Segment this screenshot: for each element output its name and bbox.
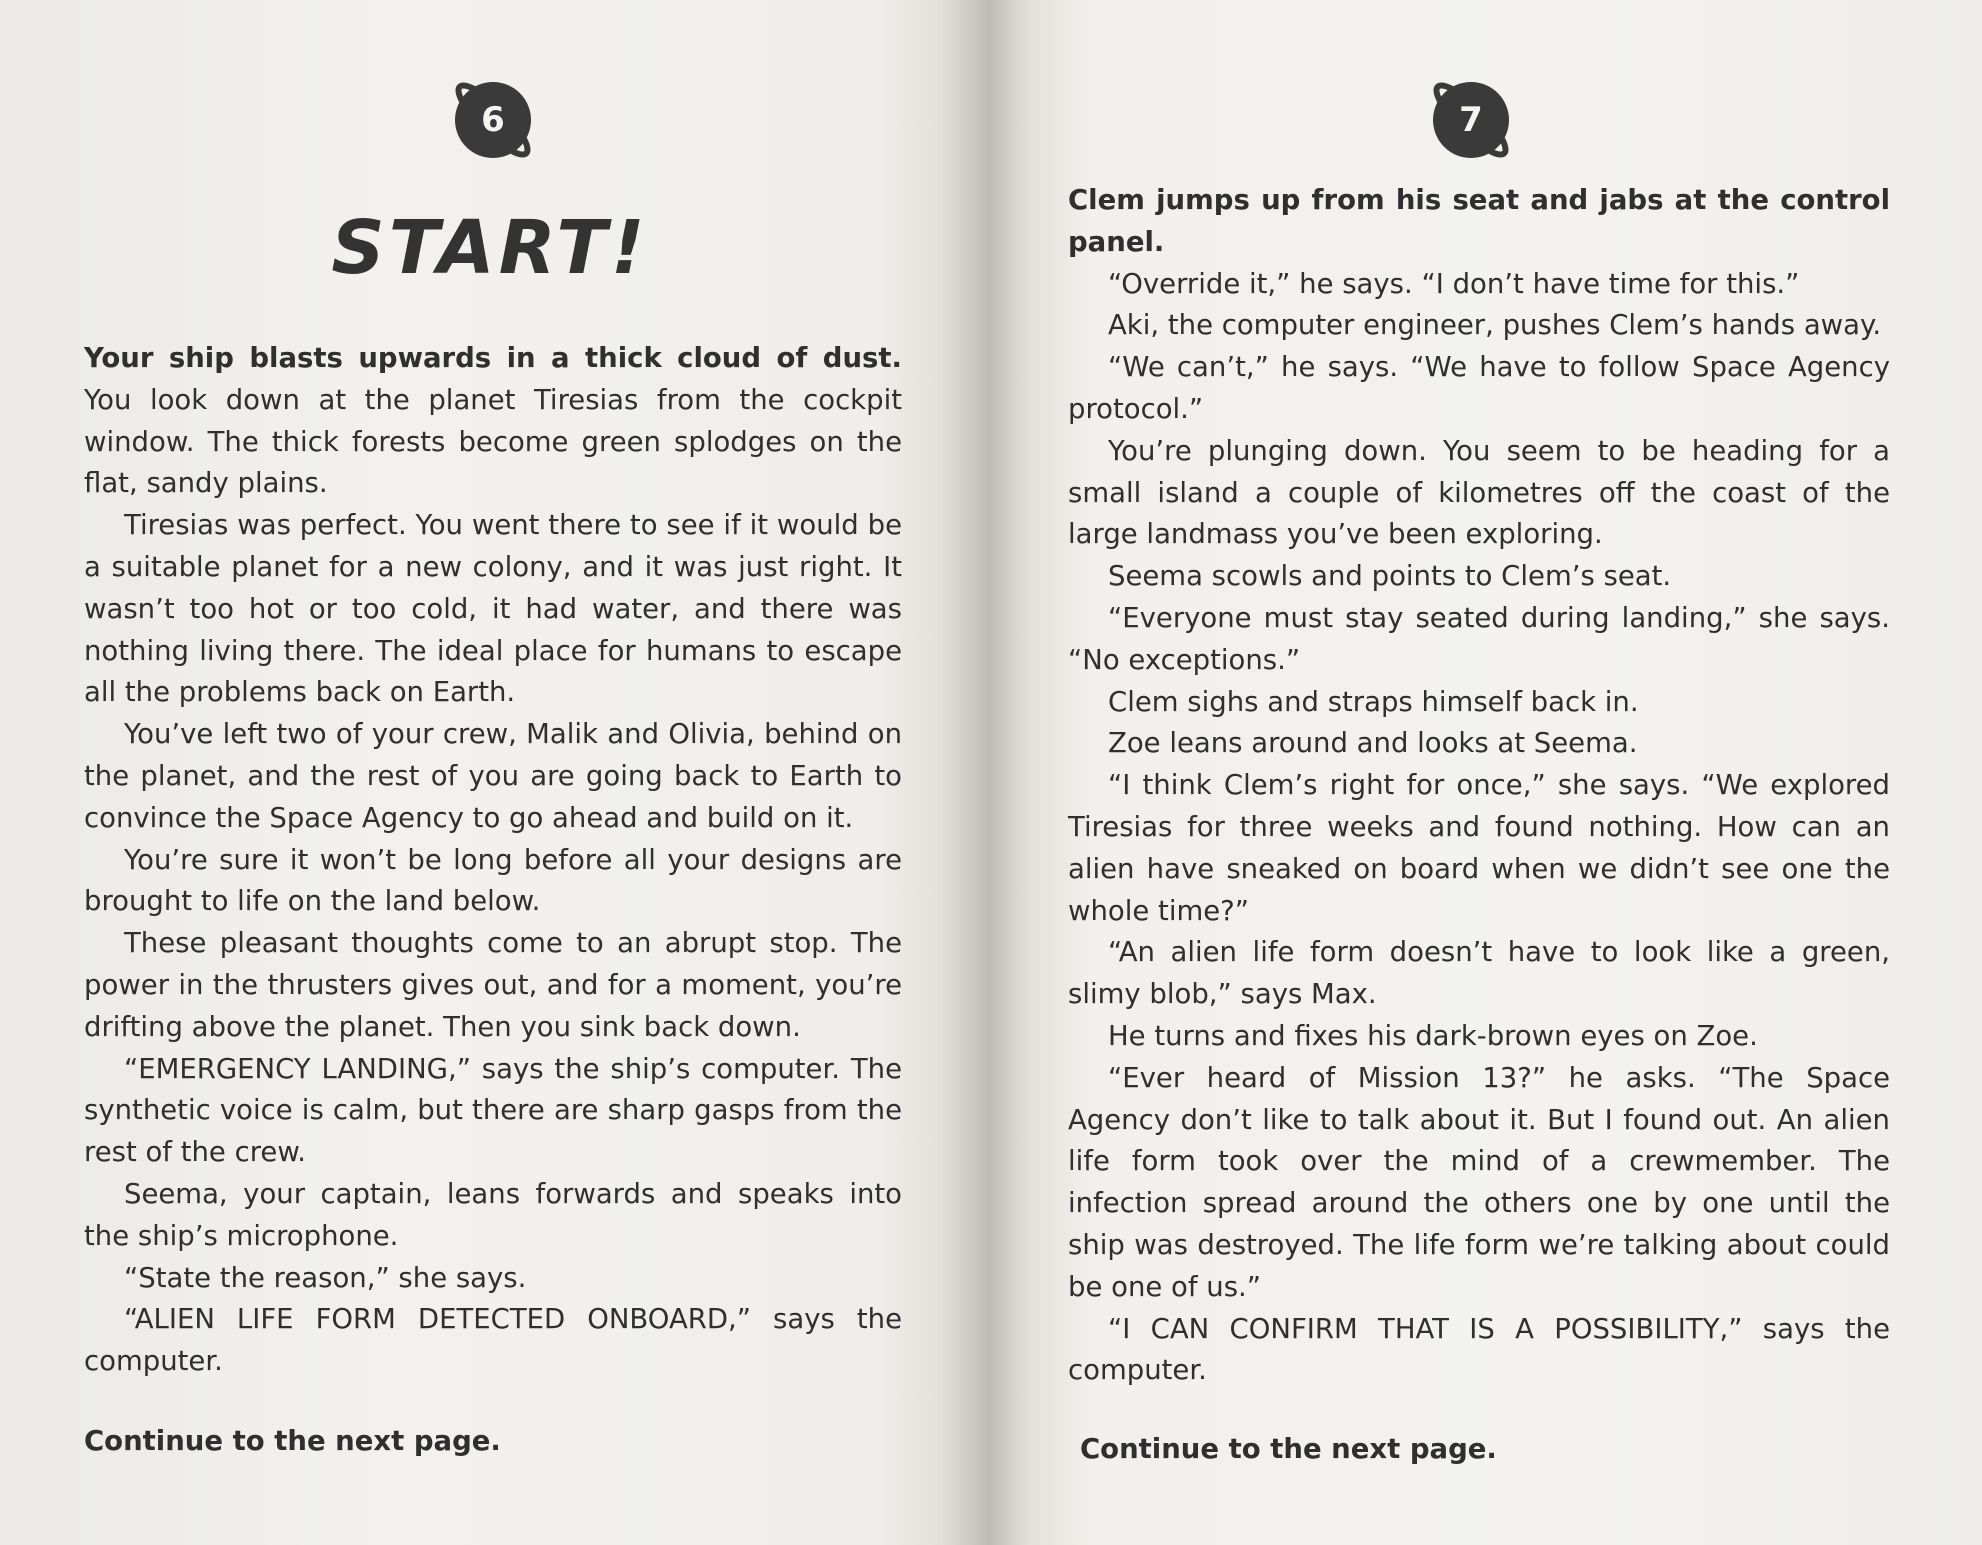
paragraph: “EMERGENCY LANDING,” says the ship’s computer. The synthetic voice is calm, but there are sharp gasps from the rest of the crew. xyxy=(84,1052,902,1169)
paragraph: Seema, your captain, leans forwards and speaks into the ship’s microphone. xyxy=(84,1177,902,1252)
lead-sentence: Your ship blasts upwards in a thick cloud of dust. xyxy=(84,342,902,374)
paragraph: “I think Clem’s right for once,” she says. “We explored Tiresias for three weeks and found nothing. How can an alien have sneaked on board when we didn’t see one the whole time?” xyxy=(1068,769,1890,927)
paragraph: You’ve left two of your crew, Malik and Olivia, behind on the planet, and the rest of you are going back to Earth to convince the Space Agency to go ahead and build on it. xyxy=(84,718,902,834)
paragraph: “I CAN CONFIRM THAT IS A POSSIBILITY,” says the computer. xyxy=(1068,1312,1890,1387)
paragraph: Aki, the computer engineer, pushes Clem’s hands away. xyxy=(1108,309,1882,342)
paragraph xyxy=(1068,180,1890,264)
paragraph: Seema scowls and points to Clem’s seat. xyxy=(1108,560,1672,593)
paragraph: “State the reason,” she says. xyxy=(124,1261,527,1294)
chapter-title: START! xyxy=(331,205,649,291)
page-number: 6 xyxy=(481,100,505,140)
paragraph: He turns and fixes his dark-brown eyes on Zoe. xyxy=(1108,1019,1758,1052)
paragraph: These pleasant thoughts come to an abrupt stop. The power in the thrusters gives out, and for a moment, you’re drifting above the planet. Then you sink back down. xyxy=(84,927,902,1043)
paragraph: “We can’t,” he says. “We have to follow Space Agency protocol.” xyxy=(1068,351,1890,425)
left-page-text xyxy=(84,338,902,1383)
page-number: 7 xyxy=(1459,100,1483,140)
continue-instruction: Continue to the next page. xyxy=(84,1425,501,1457)
continue-instruction: Continue to the next page. xyxy=(1080,1433,1497,1465)
lead-sentence: Clem jumps up from his seat and jabs at the control panel. xyxy=(1068,184,1890,258)
paragraph: “Everyone must stay seated during landing,” she says. “No exceptions.” xyxy=(1068,601,1890,676)
page-number-badge xyxy=(1421,70,1521,170)
paragraph xyxy=(84,338,902,505)
paragraph: Clem sighs and straps himself back in. xyxy=(1108,685,1639,718)
paragraph: “ALIEN LIFE FORM DETECTED ONBOARD,” says the computer. xyxy=(84,1303,902,1378)
paragraph: “Override it,” he says. “I don’t have time for this.” xyxy=(1108,267,1800,300)
paragraph: Zoe leans around and looks at Seema. xyxy=(1108,727,1638,760)
paragraph: “Ever heard of Mission 13?” he asks. “The Space Agency don’t like to talk about it. But I found out. An alien life form took over the mind of a crewmember. The infection spread around the others one by one until the ship was destroyed. The life form we’re talking about could be one of us.” xyxy=(1068,1061,1890,1303)
paragraph-text: You look down at the planet Tiresias from the cockpit window. The thick forests become green splodges on the flat, sandy plains. xyxy=(84,383,902,500)
paragraph: You’re sure it won’t be long before all your designs are brought to life on the land below. xyxy=(84,843,902,918)
paragraph: “An alien life form doesn’t have to look like a green, slimy blob,” says Max. xyxy=(1068,936,1890,1011)
left-page xyxy=(0,0,960,1545)
right-page xyxy=(1000,0,1982,1545)
paragraph: Tiresias was perfect. You went there to see if it would be a suitable planet for a new colony, and it was just right. It wasn’t too hot or too cold, it had water, and there was nothing living there. The ideal place for humans to escape all the problems back on Earth. xyxy=(84,509,902,709)
page-number-badge xyxy=(443,70,543,170)
right-page-text xyxy=(1068,180,1890,1392)
paragraph: You’re plunging down. You seem to be heading for a small island a couple of kilometres off the coast of the large landmass you’ve been exploring. xyxy=(1068,434,1890,551)
